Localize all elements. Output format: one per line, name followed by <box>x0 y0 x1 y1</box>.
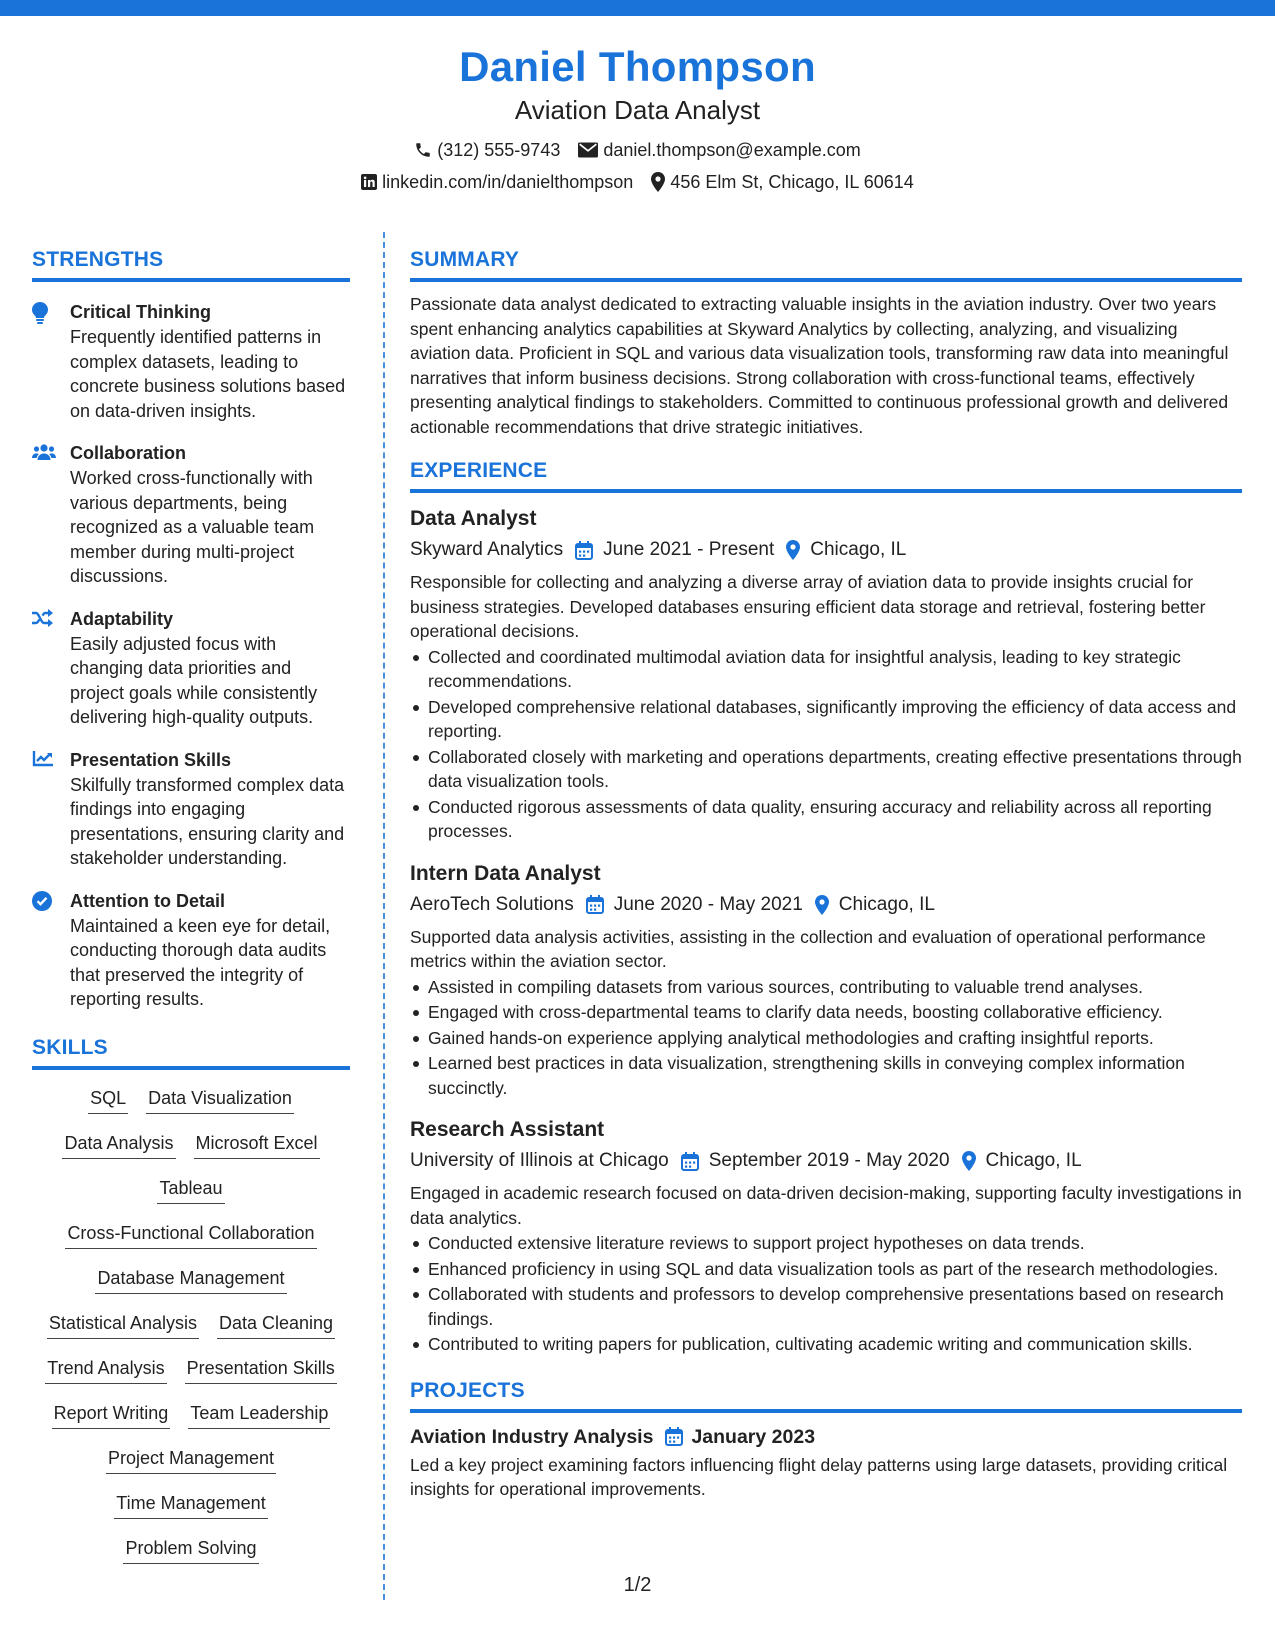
strength-item <box>32 441 350 589</box>
job-dates: June 2020 - May 2021 <box>613 893 803 915</box>
map-pin-icon <box>815 895 829 915</box>
bullet-item: Learned best practices in data visualization, strengthening skills in conveying complex information succinctly. <box>410 1051 1242 1100</box>
skill-tag: Time Management <box>114 1491 267 1519</box>
skill-tag: Microsoft Excel <box>194 1131 320 1159</box>
map-pin-icon <box>962 1151 976 1171</box>
strength-desc: Easily adjusted focus with changing data priorities and project goals while consistently delivering high-quality outputs. <box>70 633 318 727</box>
strength-desc: Worked cross-functionally with various departments, being recognized as a valuable team member during multi-project discussions. <box>70 468 315 586</box>
job-role: Data Analyst <box>410 507 537 530</box>
job-company: AeroTech Solutions <box>410 893 574 915</box>
bullet-item: Collaborated with students and professors to develop comprehensive presentations based on research findings. <box>410 1282 1242 1331</box>
bullet-item: Conducted rigorous assessments of data quality, ensuring accuracy and reliability across all reporting processes. <box>410 795 1242 844</box>
email-text: daniel.thompson@example.com <box>603 140 861 160</box>
job-meta <box>410 536 1242 564</box>
bullet-item: Engaged with cross-departmental teams to clarify data needs, boosting collaborative efficiency. <box>410 1000 1242 1025</box>
strength-title: Collaboration <box>70 443 186 463</box>
job-entry <box>410 860 1242 1101</box>
contact-address <box>651 170 913 194</box>
skill-row <box>32 1262 350 1307</box>
contact-phone[interactable] <box>414 138 560 162</box>
strength-title: Presentation Skills <box>70 749 232 770</box>
skill-tag: Tableau <box>157 1176 224 1204</box>
bullet-item: Conducted extensive literature reviews to support project hypotheses on data trends. <box>410 1231 1242 1256</box>
page-number: 1/2 <box>623 1574 652 1596</box>
skill-tag: Data Cleaning <box>217 1311 335 1339</box>
strength-title: Critical Thinking <box>70 302 212 322</box>
experience-heading: EXPERIENCE <box>410 457 1242 493</box>
skill-row <box>32 1442 350 1487</box>
map-pin-icon <box>651 172 665 192</box>
skill-tag: Report Writing <box>52 1401 171 1429</box>
skill-tag: Trend Analysis <box>45 1356 166 1384</box>
job-description: Engaged in academic research focused on data-driven decision-making, supporting faculty investigations in data analytics. <box>410 1183 1242 1228</box>
resume-header <box>0 40 1275 194</box>
summary-text: Passionate data analyst dedicated to extracting valuable insights in the aviation industry. Over two years spent enhancing analytics capabilities at Skyward Analytics by collecting, analyzing, and visualizing aviation data. Proficient in SQL and various data visualization tools, transforming raw data into meaningful narratives that inform business decisions. Strong collaboration with cross-functional teams, effectively presenting analytical findings to stakeholders. Committed to continuous professional growth and delivered actionable recommendations that drive strategic initiatives. <box>410 294 1229 437</box>
column-divider <box>383 232 385 1600</box>
skill-row <box>32 1532 350 1577</box>
candidate-title: Aviation Data Analyst <box>514 95 761 125</box>
skill-row <box>32 1082 350 1127</box>
project-header <box>410 1423 1242 1451</box>
bullet-item: Developed comprehensive relational databases, significantly improving the efficiency of data access and reporting. <box>410 695 1242 744</box>
linkedin-text: linkedin.com/in/danielthompson <box>382 172 634 192</box>
envelope-icon <box>578 142 598 158</box>
skill-row <box>32 1172 350 1217</box>
strength-item <box>32 300 350 423</box>
job-role: Intern Data Analyst <box>410 861 601 885</box>
linkedin-icon <box>361 174 377 190</box>
calendar-icon <box>681 1152 699 1171</box>
bullet-item: Assisted in compiling datasets from various sources, contributing to valuable trend analyses. <box>410 975 1242 1000</box>
calendar-icon <box>575 541 593 560</box>
contact-linkedin[interactable] <box>361 170 633 194</box>
job-location: Chicago, IL <box>838 893 935 915</box>
bullet-item: Enhanced proficiency in using SQL and data visualization tools as part of the research methodologies. <box>410 1257 1242 1282</box>
skill-tag: Database Management <box>95 1266 286 1294</box>
skills-heading: SKILLS <box>32 1034 350 1070</box>
job-location: Chicago, IL <box>985 1150 1082 1171</box>
strength-title: Attention to Detail <box>70 890 225 911</box>
project-description: Led a key project examining factors influencing flight delay patterns using large datasets, providing critical insights for operational improvements. <box>410 1454 1228 1499</box>
shuffle-icon <box>32 614 54 631</box>
bullet-item: Collected and coordinated multimodal aviation data for insightful analysis, leading to key strategic recommendations. <box>410 645 1242 694</box>
bullet-item: Collaborated closely with marketing and operations departments, creating effective presentations through data visualization tools. <box>410 745 1242 794</box>
summary-heading: SUMMARY <box>410 246 1242 282</box>
skill-tag: Data Analysis <box>62 1131 175 1159</box>
chart-line-icon <box>32 755 54 772</box>
top-accent-bar <box>0 0 1275 16</box>
check-circle-icon <box>32 898 52 915</box>
project-entry <box>410 1423 1242 1502</box>
job-dates: September 2019 - May 2020 <box>708 1150 950 1171</box>
address-text: 456 Elm St, Chicago, IL 60614 <box>670 172 914 192</box>
skill-tag: Team Leadership <box>188 1401 330 1429</box>
skill-row <box>32 1127 350 1172</box>
left-column <box>32 246 350 1577</box>
phone-text: (312) 555-9743 <box>437 140 561 160</box>
job-description: Supported data analysis activities, assisting in the collection and evaluation of operational performance metrics within the aviation sector. <box>410 926 1206 971</box>
strength-item <box>32 607 350 730</box>
job-role: Research Assistant <box>410 1118 605 1141</box>
strength-desc: Skilfully transformed complex data findings into engaging presentations, ensuring clarity and stakeholder understanding. <box>70 774 345 868</box>
skill-tag: Statistical Analysis <box>47 1311 199 1339</box>
projects-heading: PROJECTS <box>410 1377 1242 1413</box>
map-pin-icon <box>786 540 800 560</box>
skill-row <box>32 1307 350 1352</box>
project-title: Aviation Industry Analysis <box>410 1425 654 1448</box>
skill-tag: Data Visualization <box>146 1086 294 1114</box>
job-meta <box>410 1147 1242 1175</box>
strengths-heading: STRENGTHS <box>32 246 350 282</box>
calendar-icon <box>586 895 604 914</box>
job-company: Skyward Analytics <box>410 539 564 560</box>
contact-line-2 <box>0 170 1275 194</box>
bullet-item: Gained hands-on experience applying analytical methodologies and crafting insightful reports. <box>410 1026 1242 1051</box>
job-company: University of Illinois at Chicago <box>410 1150 669 1171</box>
job-entry <box>410 1116 1242 1357</box>
lightbulb-icon <box>32 311 48 328</box>
phone-icon <box>414 141 432 159</box>
skills-list <box>32 1082 350 1577</box>
job-description: Responsible for collecting and analyzing a diverse array of aviation data to provide insights crucial for business strategies. Developed databases ensuring efficient data storage and retrieval, fostering better operational decisions. <box>410 572 1206 641</box>
strength-desc: Maintained a keen eye for detail, conducting thorough data audits that preserved the integrity of reporting results. <box>70 915 331 1009</box>
skill-tag: Problem Solving <box>123 1536 258 1564</box>
skill-tag: SQL <box>88 1086 128 1114</box>
contact-email[interactable] <box>578 138 860 162</box>
strength-desc: Frequently identified patterns in complex datasets, leading to concrete business solutions based on data-driven insights. <box>70 327 346 421</box>
project-date: January 2023 <box>691 1425 816 1448</box>
users-icon <box>32 448 56 465</box>
contact-line-1 <box>0 138 1275 162</box>
skill-row <box>32 1397 350 1442</box>
skill-tag: Project Management <box>106 1446 276 1474</box>
strength-item <box>32 748 350 871</box>
bullet-item: Contributed to writing papers for publication, cultivating academic writing and communication skills. <box>410 1332 1242 1357</box>
job-dates: June 2021 - Present <box>603 539 775 560</box>
job-entry <box>410 505 1242 844</box>
strength-title: Adaptability <box>70 608 174 629</box>
job-bullets <box>410 975 1242 1101</box>
right-column <box>410 246 1242 1502</box>
skill-tag: Cross-Functional Collaboration <box>65 1221 316 1249</box>
calendar-icon <box>665 1427 683 1446</box>
skill-row <box>32 1217 350 1262</box>
skill-row <box>32 1352 350 1397</box>
job-bullets <box>410 645 1242 844</box>
strength-item <box>32 889 350 1012</box>
skill-row <box>32 1487 350 1532</box>
skill-tag: Presentation Skills <box>185 1356 337 1384</box>
job-location: Chicago, IL <box>810 539 907 560</box>
job-meta <box>410 891 1242 919</box>
job-bullets <box>410 1231 1242 1357</box>
candidate-name: Daniel Thompson <box>459 43 816 90</box>
